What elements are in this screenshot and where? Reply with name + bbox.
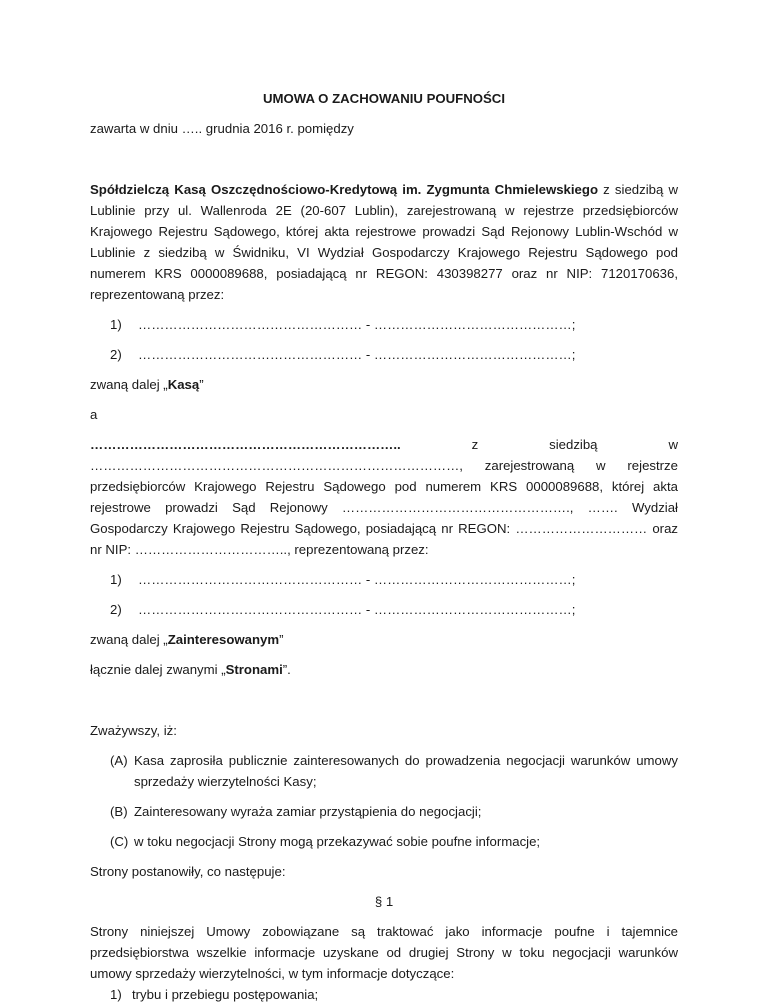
list-number: 1) [110, 987, 122, 1002]
list-number: 2) [110, 347, 122, 362]
and-word: a [90, 407, 98, 422]
alias-prefix: zwaną dalej „ [90, 377, 168, 392]
document-body [90, 88, 678, 1005]
parties-together-line [90, 659, 678, 680]
whereas-text: w toku negocjacji Strony mogą przekazywać sobie poufne informacje; [134, 834, 541, 849]
whereas-heading: Zważywszy, iż: [90, 723, 177, 738]
whereas-item-a [110, 750, 678, 792]
party1-rep-1 [110, 314, 678, 335]
party1-name: Spółdzielczą Kasą Oszczędnościowo-Kredytową im. Zygmunta Chmielewskiego [90, 182, 599, 197]
whereas-item-c [110, 831, 678, 852]
alias-prefix: zwaną dalej „ [90, 632, 168, 647]
list-number: 1) [110, 572, 122, 587]
party2-alias: Zainteresowanym [167, 632, 280, 647]
section-1-heading: § 1 [374, 894, 394, 909]
parties-alias: Stronami [225, 662, 283, 677]
alias-suffix: ” [279, 632, 284, 647]
party1-paragraph [90, 179, 678, 305]
together-prefix: łącznie dalej zwanymi „ [90, 662, 226, 677]
whereas-text: Zainteresowany wyraża zamiar przystąpienia do negocjacji; [134, 804, 482, 819]
section-1-text: Strony niniejszej Umowy zobowiązane są traktować jako informacje poufne i tajemnice przedsiębiorstwa wszelkie informacje uzyskane od drugiej Strony w toku negocjacji warunków umowy sprzedaży wierzytelności, w tym informacje dotyczące: [90, 924, 678, 981]
rep-placeholder: …………………………………………… - ………………………………………; [138, 317, 576, 332]
list-number: 1) [110, 317, 122, 332]
party2-details: …………………………………………………………………………, zarejestrowaną w rejestrze przedsiębiorców Krajowego Rejestru Sądowego pod numerem KRS 0000089688, której akta rejestrowe prowadzi Sąd Rejonowy ……………………………………………., ……. Wydział Gospodarczy Krajowego Rejestru Sądowego, posiadającą nr REGON: ………………………… oraz nr NIP: …………………………….., reprezentowaną przez: [90, 458, 678, 557]
party2-name-placeholder: …………………………………………………………….. [90, 437, 401, 452]
document-title: UMOWA O ZACHOWANIU POUFNOŚCI [262, 91, 505, 106]
list-number: (A) [110, 753, 128, 768]
party1-alias-line [90, 374, 678, 395]
list-number: 2) [110, 602, 122, 617]
alias-suffix: ” [199, 377, 204, 392]
party2-seat-label: z siedzibą w [471, 437, 678, 452]
resolved-line: Strony postanowiły, co następuje: [90, 864, 286, 879]
party1-rep-2 [110, 344, 678, 365]
intro-line: zawarta w dniu ….. grudnia 2016 r. pomiędzy [90, 121, 354, 136]
party1-alias: Kasą [167, 377, 200, 392]
rep-placeholder: …………………………………………… - ………………………………………; [138, 347, 576, 362]
party2-rep-2 [110, 599, 678, 620]
section-item-text: trybu i przebiegu postępowania; [132, 987, 319, 1002]
party2-name-line [90, 434, 678, 455]
list-number: (B) [110, 804, 128, 819]
list-number: (C) [110, 834, 129, 849]
whereas-text: Kasa zaprosiła publicznie zainteresowanych do prowadzenia negocjacji warunków umowy sprzedaży wierzytelności Kasy; [134, 753, 678, 789]
party1-details: z siedzibą w Lublinie przy ul. Wallenroda 2E (20-607 Lublin), zarejestrowaną w rejestrze przedsiębiorców Krajowego Rejestru Sądowego, której akta rejestrowe prowadzi Sąd Rejonowy Lublin-Wschód w Lublinie z siedzibą w Świdniku, VI Wydział Gospodarczy Krajowego Rejestru Sądowego pod numerem KRS 0000089688, posiadającą nr REGON: 430398277 oraz nr NIP: 7120170636, reprezentowaną przez: [90, 182, 679, 302]
section-1-item-1 [110, 984, 678, 1005]
rep-placeholder: …………………………………………… - ………………………………………; [138, 572, 576, 587]
party2-alias-line [90, 629, 678, 650]
together-suffix: ”. [282, 662, 291, 677]
rep-placeholder: …………………………………………… - ………………………………………; [138, 602, 576, 617]
party2-rep-1 [110, 569, 678, 590]
whereas-item-b [110, 801, 678, 822]
